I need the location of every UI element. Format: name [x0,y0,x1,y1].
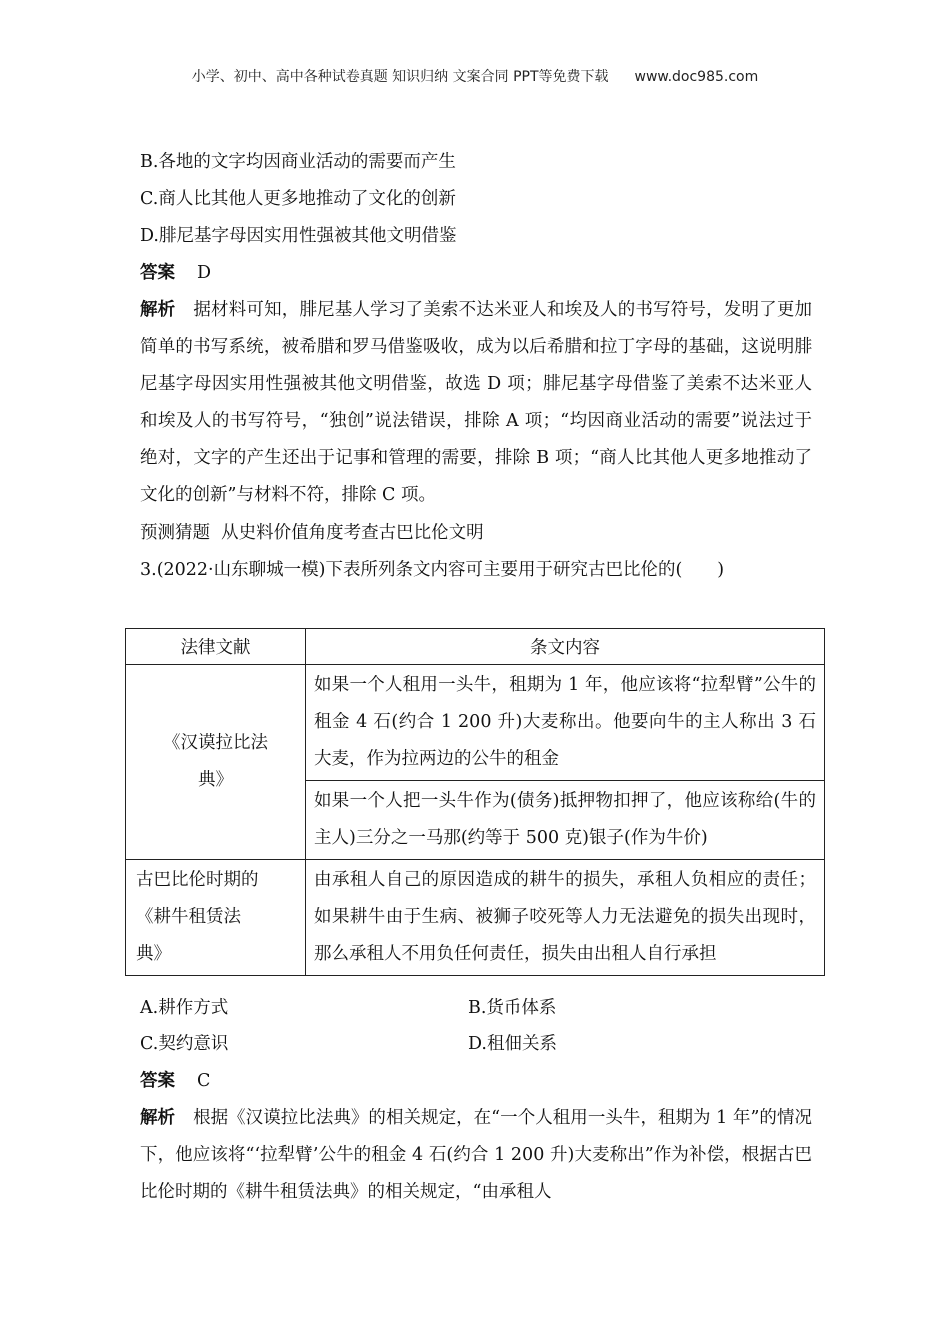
answer-1 [140,261,211,285]
analysis-1-text: 据材料可知，腓尼基人学习了美索不达米亚人和埃及人的书写符号，发明了更加简单的书写系统，被希腊和罗马借鉴吸收，成为以后希腊和拉丁字母的基础，这说明腓尼基字母因实用性强被其他文明借鉴，故选 D 项；腓尼基字母借鉴了美索不达米亚人和埃及人的书写符号，“独创”说法错误，排除 A 项；“均因商业活动的需要”说法过于绝对，文字的产生还出于记事和管理的需要，排除 B 项；“商人比其他人更多地推动了文化的创新”与材料不符，排除 C 项。 [140,300,813,505]
analysis-1 [140,292,812,514]
option-b: B.货币体系 [468,998,557,1018]
analysis-3 [140,1100,812,1211]
answer-1-value: D [197,263,212,283]
table-row [126,860,825,976]
answer-3-value: C [197,1071,211,1091]
law-name-ox-lease [126,860,306,976]
law-table [125,628,825,976]
clause-content-2: 如果一个人把一头牛作为(债务)抵押物扣押了，他应该称给(牛的主人)三分之一马那(约等于 500 克)银子(作为牛价) [306,781,825,860]
options-row-2 [140,1032,820,1056]
table-header-content: 条文内容 [306,629,825,665]
analysis-3-label: 解析 [140,1108,176,1128]
option-c-prev: C.商人比其他人更多地推动了文化的创新 [140,189,456,209]
analysis-1-label: 解析 [140,300,176,320]
question-3-stem: 3.(2022·山东聊城一模)下表所列条文内容可主要用于研究古巴比伦的( ) [140,560,725,580]
page-header [0,66,950,86]
prediction-line [140,521,484,545]
table-header-row [126,629,825,665]
answer-3 [140,1069,210,1093]
law-name-line: 《耕牛租赁法 [136,907,241,927]
option-b-prev: B.各地的文字均因商业活动的需要而产生 [140,152,456,172]
option-c: C.契约意识 [140,1034,229,1054]
answer-1-label: 答案 [140,263,175,283]
law-name-line: 典》 [198,770,233,790]
options-row-1 [140,996,820,1020]
law-name-line: 古巴比伦时期的 [136,870,259,890]
option-a: A.耕作方式 [140,998,229,1018]
table-header-law: 法律文献 [126,629,306,665]
law-name-line: 典》 [136,944,171,964]
header-text: 小学、初中、高中各种试卷真题 知识归纳 文案合同 PPT等免费下载 [191,69,609,85]
answer-3-label: 答案 [140,1071,175,1091]
law-name-hammurabi [126,665,306,860]
option-d-prev: D.腓尼基字母因实用性强被其他文明借鉴 [140,226,457,246]
prediction-text: 从史料价值角度考查古巴比伦文明 [221,523,484,543]
prediction-label: 预测猜题 [140,523,210,543]
law-name-line: 《汉谟拉比法 [163,733,268,753]
analysis-3-text: 根据《汉谟拉比法典》的相关规定，在“一个人租用一头牛，租期为 1 年”的情况下，他应该将“‘拉犁臂’公牛的租金 4 石(约合 1 200 升)大麦称出”作为补偿，根据古巴比伦时期的《耕牛租赁法典》的相关规定，“由承租人 [140,1108,813,1202]
clause-content-3: 由承租人自己的原因造成的耕牛的损失，承租人负相应的责任；如果耕牛由于生病、被狮子咬死等人力无法避免的损失出现时，那么承租人不用负任何责任，损失由出租人自行承担 [306,860,825,976]
table-row [126,665,825,781]
header-site-link[interactable]: www.doc985.com [634,69,759,85]
option-d: D.租佃关系 [468,1034,557,1054]
clause-content-1: 如果一个人租用一头牛，租期为 1 年，他应该将“拉犁臂”公牛的租金 4 石(约合 1 200 升)大麦称出。他要向牛的主人称出 3 石大麦，作为拉两边的公牛的租金 [306,665,825,781]
